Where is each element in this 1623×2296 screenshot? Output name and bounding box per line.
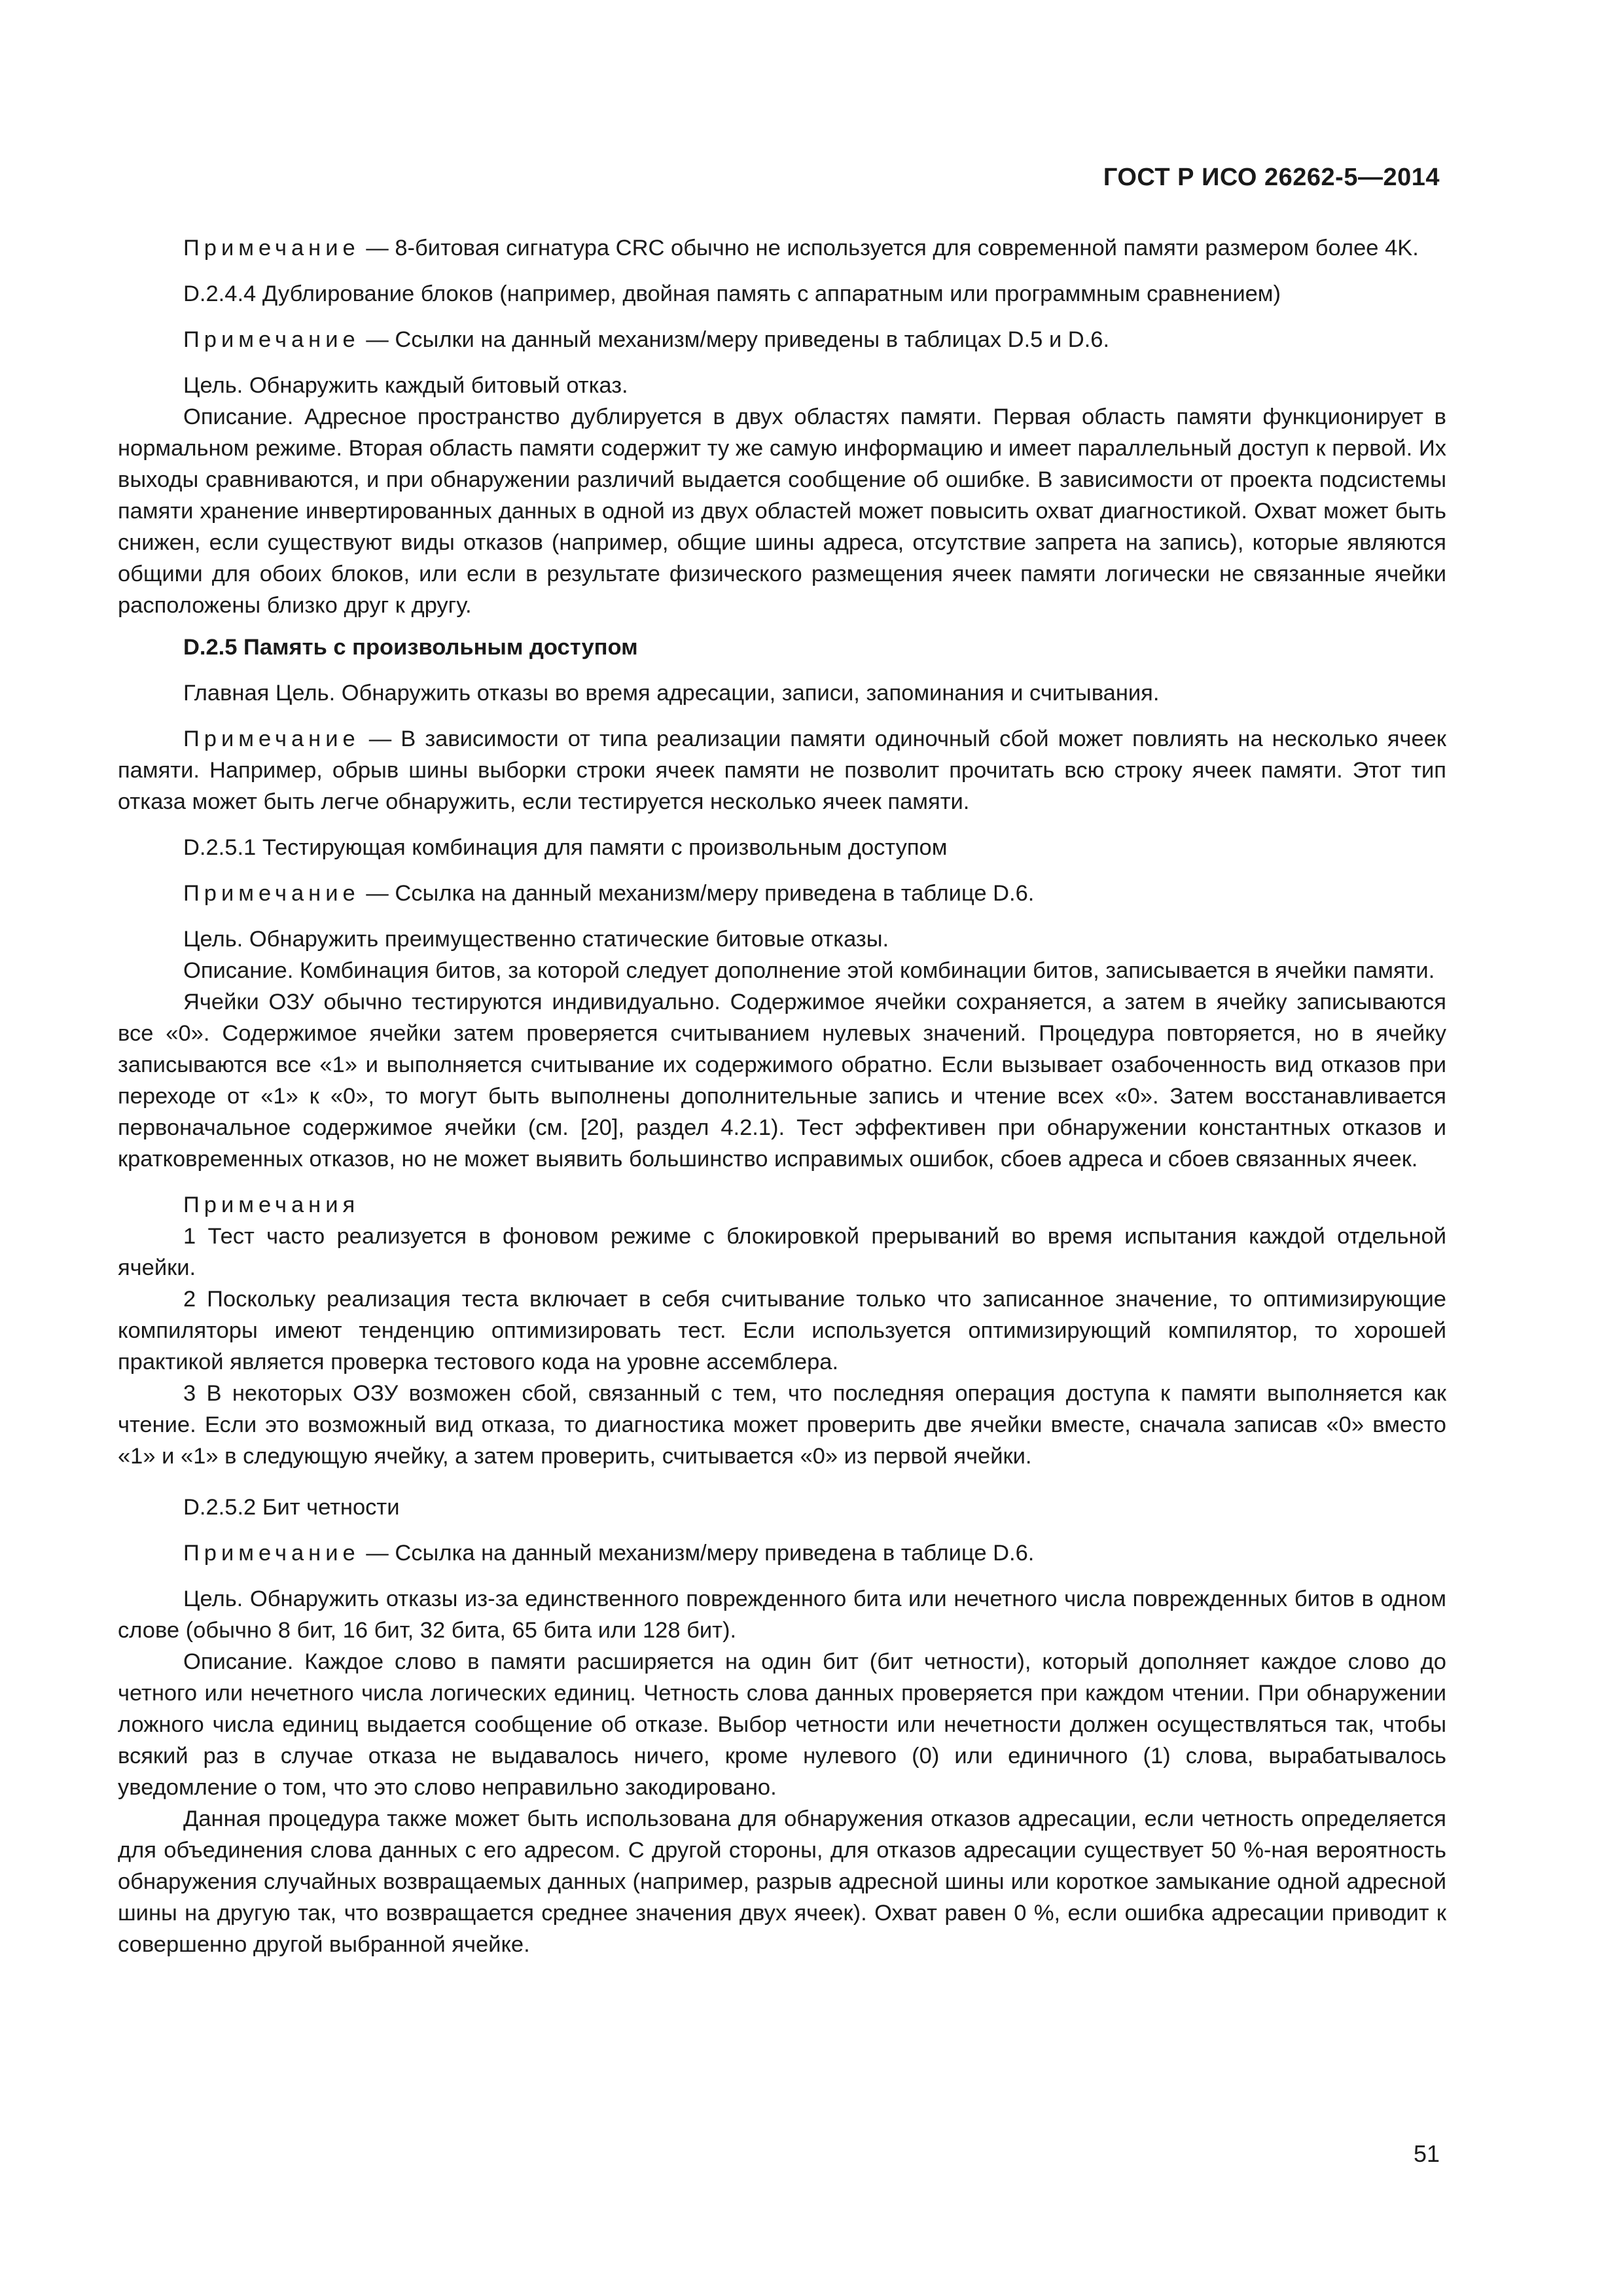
note-text: — В зависимости от типа реализации памяти одиночный сбой может повлиять на несколько ячеек памяти. Например, обрыв шины выборки строки ячеек памяти не позволит прочитать всю строку ячеек памяти. Этот тип отказа может быть легче обнаружить, если тестируется несколько ячеек памяти. (118, 726, 1446, 814)
section-heading: D.2.5 Память с произвольным доступом (183, 635, 638, 660)
note-label: Примечание (183, 327, 360, 352)
page-number: 51 (1413, 2140, 1440, 2167)
subsection-heading: D.2.5.2 Бит четности (183, 1495, 400, 1520)
body-paragraph: Ячейки ОЗУ обычно тестируются индивидуально. Содержимое ячейки сохраняется, а затем в ячейку записываются все «0». Содержимое ячейки затем проверяется считыванием нулевых значений. Процедура повторяется, но в ячейку записываются все «1» и выполняется считывание их содержимого обратно. Если вызывает озабоченность вид отказов при переходе от «1» к «0», то могут быть выполнены дополнительные запись и чтение всех «0». Затем восстанавливается первоначальное содержимое ячейки (см. [20], раздел 4.2.1). Тест эффективен при обнаружении константных отказов и кратковременных отказов, но не может выявить большинство исправимых ошибок, сбоев адреса и сбоев связанных ячеек. (118, 990, 1446, 1172)
description-paragraph: Описание. Адресное пространство дублируется в двух областях памяти. Первая область памяти функционирует в нормальном режиме. Вторая область памяти содержит ту же самую информацию и имеет параллельный доступ к первой. Их выходы сравниваются, и при обнаружении различий выдается сообщение об ошибке. В зависимости от проекта подсистемы памяти хранение инвертированных данных в одной из двух областей может повысить охват диагностикой. Охват может быть снижен, если существуют виды отказов (например, общие шины адреса, отсутствие запрета на запись), которые являются общими для обоих блоков, или если в результате физического размещения ячеек памяти логически не связанные ячейки расположены близко друг к другу. (118, 404, 1446, 618)
goal-paragraph: Главная Цель. Обнаружить отказы во время адресации, записи, запоминания и считывания. (183, 681, 1160, 706)
note-item: 2 Поскольку реализация теста включает в себя считывание только что записанное значение, то оптимизирующие компиляторы имеют тенденцию оптимизировать тест. Если используется оптимизирующий компилятор, то хорошей практикой является проверка тестового кода на уровне ассемблера. (118, 1287, 1446, 1374)
body-paragraph: Данная процедура также может быть использована для обнаружения отказов адресации, если четность определяется для объединения слова данных с его адресом. С другой стороны, для отказов адресации существует 50 %-ная вероятность обнаружения случайных возвращаемых данных (например, разрыв адресной шины или короткое замыкание одной адресной шины на другую так, что возвращается среднее значения двух ячеек). Охват равен 0 %, если ошибка адресации приводит к совершенно другой выбранной ячейке. (118, 1806, 1446, 1957)
note-label: Примечание (183, 236, 360, 260)
subsection-heading: D.2.4.4 Дублирование блоков (например, двойная память с аппаратным или программным сравнением) (183, 281, 1281, 306)
note-text: — Ссылка на данный механизм/меру приведена в таблице D.6. (359, 1541, 1035, 1566)
note-item: 3 В некоторых ОЗУ возможен сбой, связанный с тем, что последняя операция доступа к памяти выполняется как чтение. Если это возможный вид отказа, то диагностика может проверить две ячейки вместе, сначала записав «0» вместо «1» и «1» в следующую ячейку, а затем проверить, считывается «0» из первой ячейки. (118, 1381, 1446, 1469)
note-paragraph (118, 1537, 1446, 1569)
note-paragraph (118, 232, 1446, 264)
note-paragraph (118, 324, 1446, 355)
subsection-heading: D.2.5.1 Тестирующая комбинация для памяти с произвольным доступом (183, 835, 948, 860)
document-body (118, 232, 1446, 1960)
note-item: 1 Тест часто реализуется в фоновом режиме с блокировкой прерываний во время испытания каждой отдельной ячейки. (118, 1224, 1446, 1280)
notes-label: Примечания (183, 1193, 360, 1217)
note-label: Примечание (183, 881, 360, 906)
note-paragraph (118, 878, 1446, 909)
document-header: ГОСТ Р ИСО 26262-5—2014 (1103, 164, 1440, 191)
description-paragraph: Описание. Комбинация битов, за которой следует дополнение этой комбинации битов, записывается в ячейки памяти. (183, 958, 1435, 983)
note-text: — Ссылка на данный механизм/меру приведена в таблице D.6. (359, 881, 1035, 906)
goal-paragraph: Цель. Обнаружить преимущественно статические битовые отказы. (183, 927, 889, 952)
note-label: Примечание (183, 726, 360, 751)
description-paragraph: Описание. Каждое слово в памяти расширяется на один бит (бит четности), который дополняет каждое слово до четного или нечетного числа логических единиц. Четность слова данных проверяется при каждом чтении. При обнаружении ложного числа единиц выдается сообщение об отказе. Выбор четности или нечетности должен осуществляться так, чтобы всякий раз в случае отказа не выдавалось ничего, кроме нулевого (0) или единичного (1) слова, вырабатывалось уведомление о том, что это слово неправильно закодировано. (118, 1649, 1446, 1800)
goal-paragraph: Цель. Обнаружить каждый битовый отказ. (183, 373, 628, 398)
note-text: — Ссылки на данный механизм/меру приведены в таблицах D.5 и D.6. (359, 327, 1110, 352)
note-label: Примечание (183, 1541, 360, 1566)
note-text: — 8-битовая сигнатура CRC обычно не используется для современной памяти размером более 4K. (359, 236, 1419, 260)
goal-paragraph: Цель. Обнаружить отказы из-за единственного поврежденного бита или нечетного числа поврежденных битов в одном слове (обычно 8 бит, 16 бит, 32 бита, 65 бита или 128 бит). (118, 1587, 1446, 1643)
note-paragraph (118, 723, 1446, 817)
